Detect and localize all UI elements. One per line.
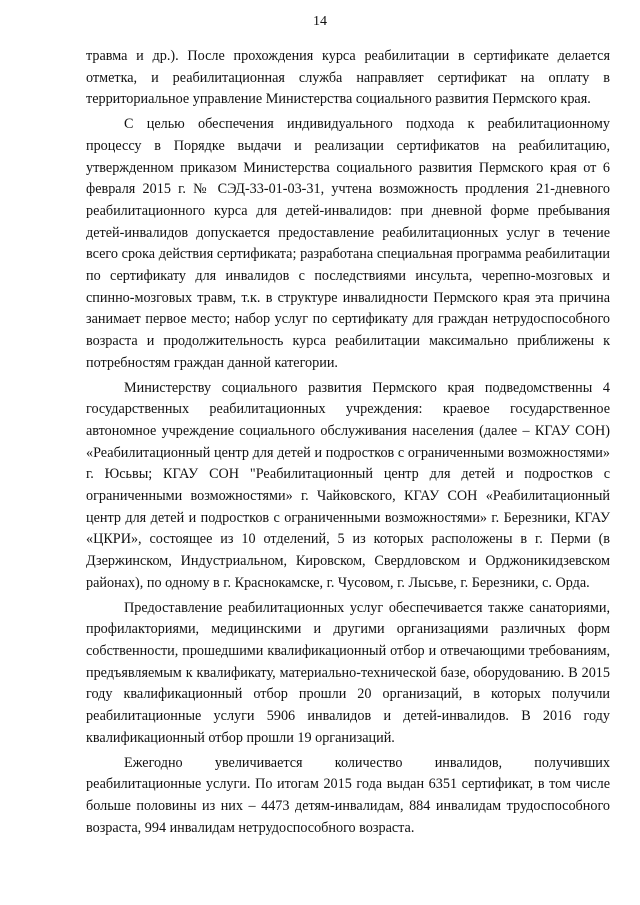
paragraph-rehabilitation-institutions: Министерству социального развития Пермского края подведомственны 4 государственных реабилитационных учреждения: краевое государственное автономное учреждение социального обслуживания населения (далее – КГАУ СОН) «Реабилитационный центр для детей и подростков с ограниченными возможностями» г. Юсьвы; КГАУ СОН "Реабилитационный центр для детей и подростков с ограниченными возможностями» г. Чайковского, КГАУ СОН «Реабилитационный центр для детей и подростков с ограниченными возможностями» г. Березники, КГАУ «ЦКРИ», состоящее из 10 отделений, 5 из которых расположены в г. Перми (в Дзержинском, Индустриальном, Кировском, Свердловском и Орджоникидзевском районах), по одному в г. Краснокамске, г. Чусовом, г. Лысьве, г. Березники, с. Орда. xyxy=(86,379,610,591)
paragraph-service-providers: Предоставление реабилитационных услуг обеспечивается также санаториями, профилакториями, медицинскими и другими организациями различных форм собственности, прошедшими квалификационный отбор и отвечающими требованиям, предъявляемым к квалификату, материально-технической базе, оборудованию. В 2015 году квалификационный отбор прошли 20 организаций, в которых получили реабилитационные услуги 5906 инвалидов и детей-инвалидов. В 2016 году квалификационный отбор прошли 19 организаций. xyxy=(86,599,610,746)
paragraph-individual-approach: С целью обеспечения индивидуального подхода к реабилитационному процессу в Порядке выдачи и реализации сертификатов на реабилитацию, утвержденном приказом Министерства социального развития Пермского края от 6 февраля 2015 г. № СЭД-33-01-03-31, учтена возможность продления 21-дневного реабилитационного курса для детей-инвалидов: при дневной форме пребывания детей-инвалидов допускается предоставление реабилитационных услуг в течение всего срока действия сертификата; разработана специальная программа реабилитации по сертификату для инвалидов с последствиями инсульта, черепно-мозговых и спинно-мозговых травм, т.к. в структуре инвалидности Пермского края эта причина занимает первое место; набор услуг по сертификату для граждан нетрудоспособного возраста и продолжительность курса реабилитации максимально приближены к потребностям граждан данной категории. xyxy=(86,116,610,371)
document-body xyxy=(86,46,610,842)
page-number: 14 xyxy=(313,14,327,29)
paragraph-rehabilitation-certificate-note: травма и др.). После прохождения курса реабилитации в сертификате делается отметка, и реабилитационная служба направляет сертификат на оплату в территориальное управление Министерства социального развития Пермского края. xyxy=(86,48,610,108)
paragraph-certificate-statistics: Ежегодно увеличивается количество инвалидов, получивших реабилитационные услуги. По итогам 2015 года выдан 6351 сертификат, в том числе больше половины из них – 4473 детям-инвалидам, 884 инвалидам трудоспособного возраста, 994 инвалидам нетрудоспособного возраста. xyxy=(86,754,610,836)
